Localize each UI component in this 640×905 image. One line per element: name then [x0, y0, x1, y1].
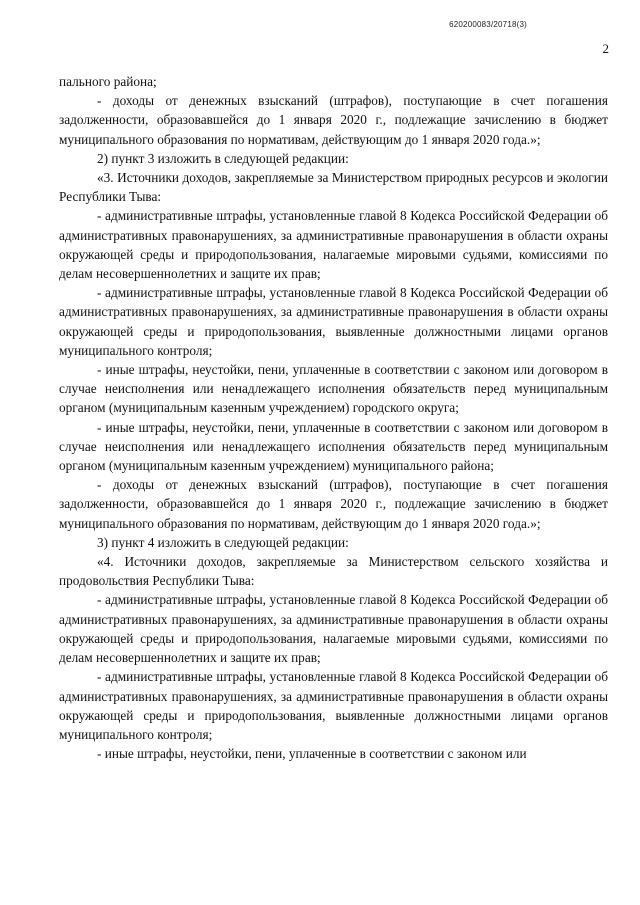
paragraph: - административные штрафы, установленные главой 8 Кодекса Российской Федерации об административных правонарушениях, за административные правонарушения в области охраны окружающей среды и природопользования, налагаемые мировыми судьями, комиссиями по делам несовершеннолетних и защите их прав;	[59, 208, 608, 282]
paragraph: - иные штрафы, неустойки, пени, уплаченные в соответствии с законом или договором в случае неисполнения или ненадлежащего исполнения обязательств перед муниципальным органом (муниципальным казенным учреждением) муниципального района;	[59, 419, 608, 474]
paragraph: - иные штрафы, неустойки, пени, уплаченные в соответствии с законом или	[97, 746, 527, 762]
paragraph: 2) пункт 3 изложить в следующей редакции:	[97, 150, 349, 166]
paragraph: - административные штрафы, установленные главой 8 Кодекса Российской Федерации об административных правонарушениях, за административные правонарушения в области охраны окружающей среды и природопользования, налагаемые мировыми судьями, комиссиями по делам несовершеннолетних и защите их прав;	[59, 592, 608, 666]
page-number: 2	[602, 41, 609, 56]
paragraph: «3. Источники доходов, закрепляемые за Министерством природных ресурсов и экологии Республики Тыва:	[59, 170, 608, 205]
document-barcode-id: 620200083/20718(3)	[449, 20, 527, 29]
paragraph: - доходы от денежных взысканий (штрафов), поступающие в счет погашения задолженности, образовавшейся до 1 января 2020 г., подлежащие зачислению в бюджет муниципального образования по нормативам, действующим до 1 января 2020 года.»;	[59, 93, 608, 147]
paragraph: - иные штрафы, неустойки, пени, уплаченные в соответствии с законом или договором в случае неисполнения или ненадлежащего исполнения обязательств перед муниципальным органом (муниципальным казенным учреждением) городского округа;	[59, 362, 608, 416]
paragraph: - административные штрафы, установленные главой 8 Кодекса Российской Федерации об административных правонарушениях, за административные правонарушения в области охраны окружающей среды и природопользования, выявленные должностными лицами органов муниципального контроля;	[59, 669, 608, 742]
paragraph: «4. Источники доходов, закрепляемые за Министерством сельского хозяйства и продовольствия Республики Тыва:	[59, 554, 608, 589]
paragraph: - доходы от денежных взысканий (штрафов), поступающие в счет погашения задолженности, образовавшейся до 1 января 2020 г., подлежащие зачислению в бюджет муниципального образования по нормативам, действующим до 1 января 2020 года.»;	[59, 477, 608, 531]
paragraph: 3) пункт 4 изложить в следующей редакции:	[97, 534, 349, 550]
paragraph: пального района;	[59, 74, 157, 89]
document-body	[59, 72, 608, 763]
paragraph: - административные штрафы, установленные главой 8 Кодекса Российской Федерации об административных правонарушениях, за административные правонарушения в области охраны окружающей среды и природопользования, выявленные должностными лицами органов муниципального контроля;	[59, 285, 608, 358]
